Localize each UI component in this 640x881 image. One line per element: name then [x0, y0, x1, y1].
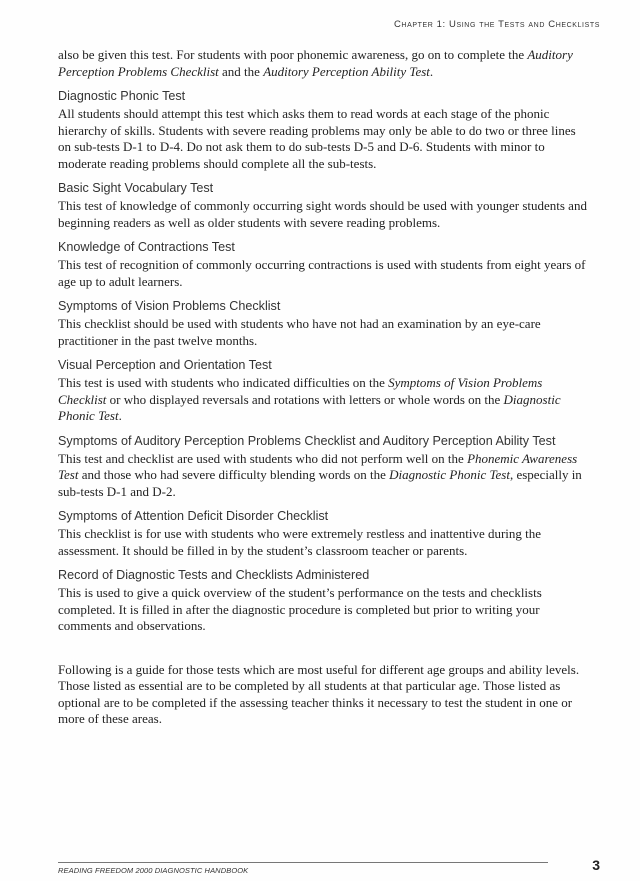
- running-header: Chapter 1: Using the Tests and Checklists: [393, 19, 600, 30]
- visual-perception-emphasis-1: Symptoms of Vision Problems Checklist: [58, 375, 543, 407]
- visual-perception-text-3: .: [118, 408, 122, 423]
- intro-paragraph: [58, 47, 588, 80]
- page-content: [58, 47, 588, 728]
- visual-perception-emphasis-2: Diagnostic Phonic Test: [58, 391, 561, 423]
- auditory-emphasis-2: Diagnostic Phonic Test: [389, 467, 510, 482]
- visual-perception-text-2: or who displayed reversals and rotations with letters or whole words on the: [106, 391, 504, 407]
- heading-attention-deficit-checklist: Symptoms of Attention Deficit Disorder Checklist: [58, 509, 329, 523]
- paragraph-diagnostic-phonic-test: All students should attempt this test which asks them to read words at each stage of the phonic hierarchy of skills. Students with severe reading problems may only be able to do two or three lines on sub-tests D-1 to D-4. Do not ask them to do sub-tests D-5 and D-6. Students with minor to moderate reading problems should complete all the sub-tests.: [58, 106, 576, 171]
- auditory-text-1: This test and checklist are used with students who did not perform well on the: [58, 450, 468, 466]
- heading-knowledge-of-contractions-test: Knowledge of Contractions Test: [58, 240, 235, 254]
- intro-emphasis-1: Auditory Perception Problems Checklist: [58, 47, 573, 79]
- intro-text-3: .: [429, 63, 434, 79]
- page-number: 3: [592, 857, 600, 873]
- heading-basic-sight-vocabulary-test: Basic Sight Vocabulary Test: [58, 181, 214, 195]
- heading-auditory-perception: Symptoms of Auditory Perception Problems Checklist and Auditory Perception Ability Test: [58, 433, 556, 448]
- paragraph-knowledge-of-contractions-test: This test of recognition of commonly occurring contractions is used with students from eight years of age up to adult learners.: [58, 257, 586, 289]
- heading-diagnostic-phonic-test: Diagnostic Phonic Test: [58, 89, 186, 103]
- visual-perception-text-1: This test is used with students who indicated difficulties on the: [58, 375, 389, 390]
- footer-rule: [58, 862, 548, 863]
- paragraph-visual-perception-test: [58, 375, 588, 425]
- heading-visual-perception-test: Visual Perception and Orientation Test: [58, 358, 272, 372]
- heading-record-of-tests: Record of Diagnostic Tests and Checklists Administered: [58, 568, 370, 582]
- footer-book-title: READING FREEDOM 2000 DIAGNOSTIC HANDBOOK: [58, 866, 249, 875]
- auditory-emphasis-1: Phonemic Awareness Test: [58, 450, 578, 482]
- intro-text-2: and the: [218, 63, 264, 79]
- paragraph-record-of-tests: This is used to give a quick overview of the student’s performance on the tests and checklists completed. It is filled in after the diagnostic procedure is completed but prior to writing your comments and observations.: [58, 585, 542, 633]
- paragraph-attention-deficit-checklist: This checklist is for use with students who were extremely restless and inattentive during the assessment. It should be filled in by the student’s classroom teacher or parents.: [58, 526, 542, 558]
- auditory-text-3: , especially in sub-tests D-1 and D-2.: [58, 467, 582, 499]
- paragraph-vision-problems-checklist: This checklist should be used with students who have not had an examination by an eye-care practitioner in the past twelve months.: [58, 316, 541, 348]
- auditory-text-2: and those who had severe difficulty blending words on the: [78, 467, 390, 482]
- paragraph-auditory-perception: [58, 451, 588, 501]
- heading-vision-problems-checklist: Symptoms of Vision Problems Checklist: [58, 299, 281, 313]
- closing-paragraph: Following is a guide for those tests which are most useful for different age groups and ability levels. Those listed as essential are to be completed by all students at that particular age. Those listed as optional are to be completed if the assessing teacher thinks it necessary to test the student in one or more of these areas.: [58, 661, 580, 726]
- intro-text-1: also be given this test. For students with poor phonemic awareness, go on to complete the: [58, 47, 528, 62]
- intro-emphasis-2: Auditory Perception Ability Test: [263, 63, 430, 79]
- paragraph-basic-sight-vocabulary-test: This test of knowledge of commonly occurring sight words should be used with younger students and beginning readers as well as older students with severe reading problems.: [58, 198, 587, 230]
